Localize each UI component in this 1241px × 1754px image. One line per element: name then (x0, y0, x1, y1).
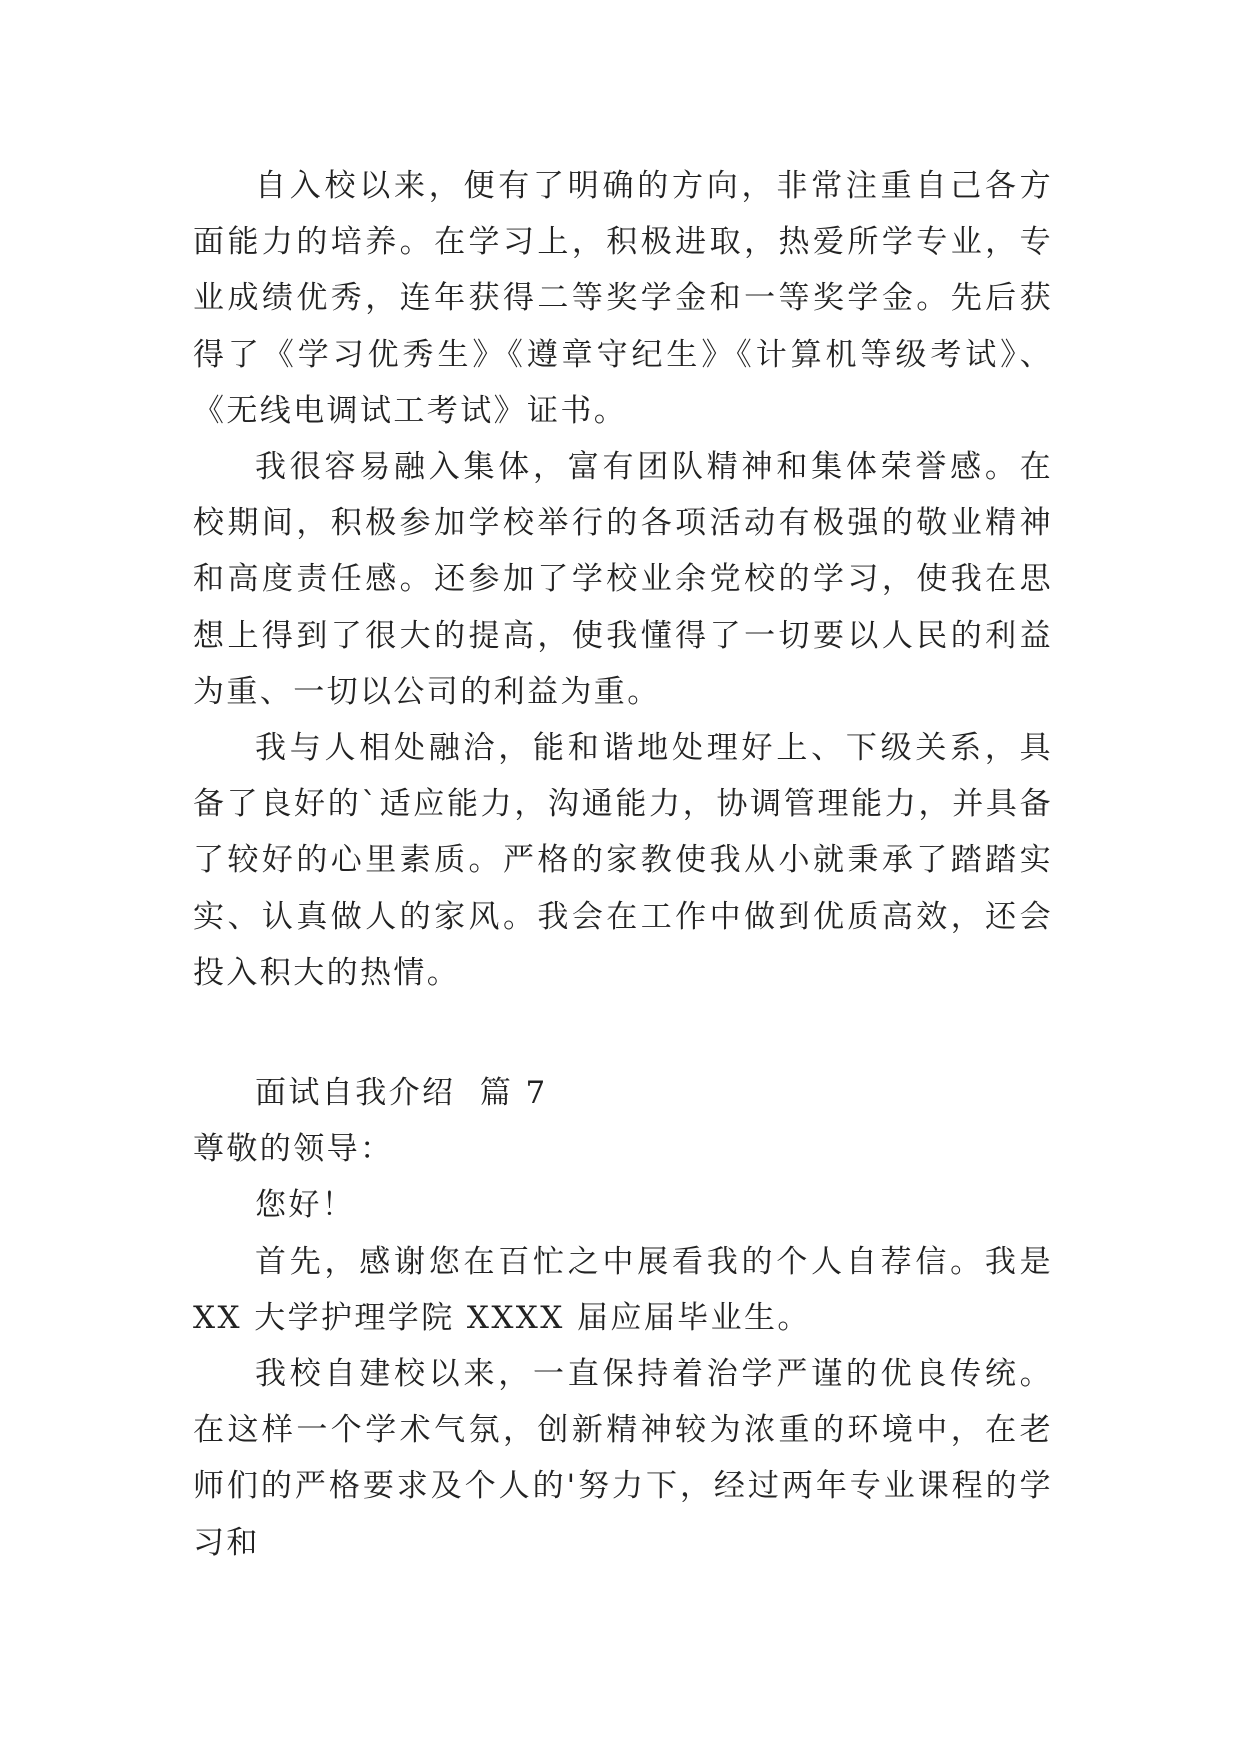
section-gap (193, 1001, 1053, 1065)
paragraph-1: 自入校以来，便有了明确的方向，非常注重自己各方面能力的培养。在学习上，积极进取，热爱所学专业，专业成绩优秀，连年获得二等奖学金和一等奖学金。先后获得了《学习优秀生》《遵章守纪生》《计算机等级考试》、《无线电调试工考试》证书。 (193, 168, 1053, 429)
paragraph-5: 我校自建校以来，一直保持着治学严谨的优良传统。在这样一个学术气氛，创新精神较为浓重的环境中，在老师们的严格要求及个人的'努力下，经过两年专业课程的学习和 (193, 1356, 1053, 1561)
paragraph-4: 首先，感谢您在百忙之中展看我的个人自荐信。我是 XX 大学护理学院 XXXX 届应届毕业生。 (193, 1243, 1053, 1336)
paragraph-2: 我很容易融入集体，富有团队精神和集体荣誉感。在校期间，积极参加学校举行的各项活动有极强的敬业精神和高度责任感。还参加了学校业余党校的学习，使我在思想上得到了很大的提高，使我懂得了一切要以人民的利益为重、一切以公司的利益为重。 (193, 449, 1053, 710)
paragraph-3: 我与人相处融洽，能和谐地处理好上、下级关系，具备了良好的`适应能力，沟通能力，协调管理能力，并具备了较好的心里素质。严格的家教使我从小就秉承了踏踏实实、认真做人的家风。我会在工作中做到优质高效，还会投入积大的热情。 (193, 730, 1053, 991)
section-title: 面试自我介绍 篇 7 (255, 1075, 548, 1112)
greeting: 您好！ (255, 1187, 356, 1224)
salutation: 尊敬的领导： (193, 1131, 394, 1168)
document-body (193, 158, 1053, 1571)
